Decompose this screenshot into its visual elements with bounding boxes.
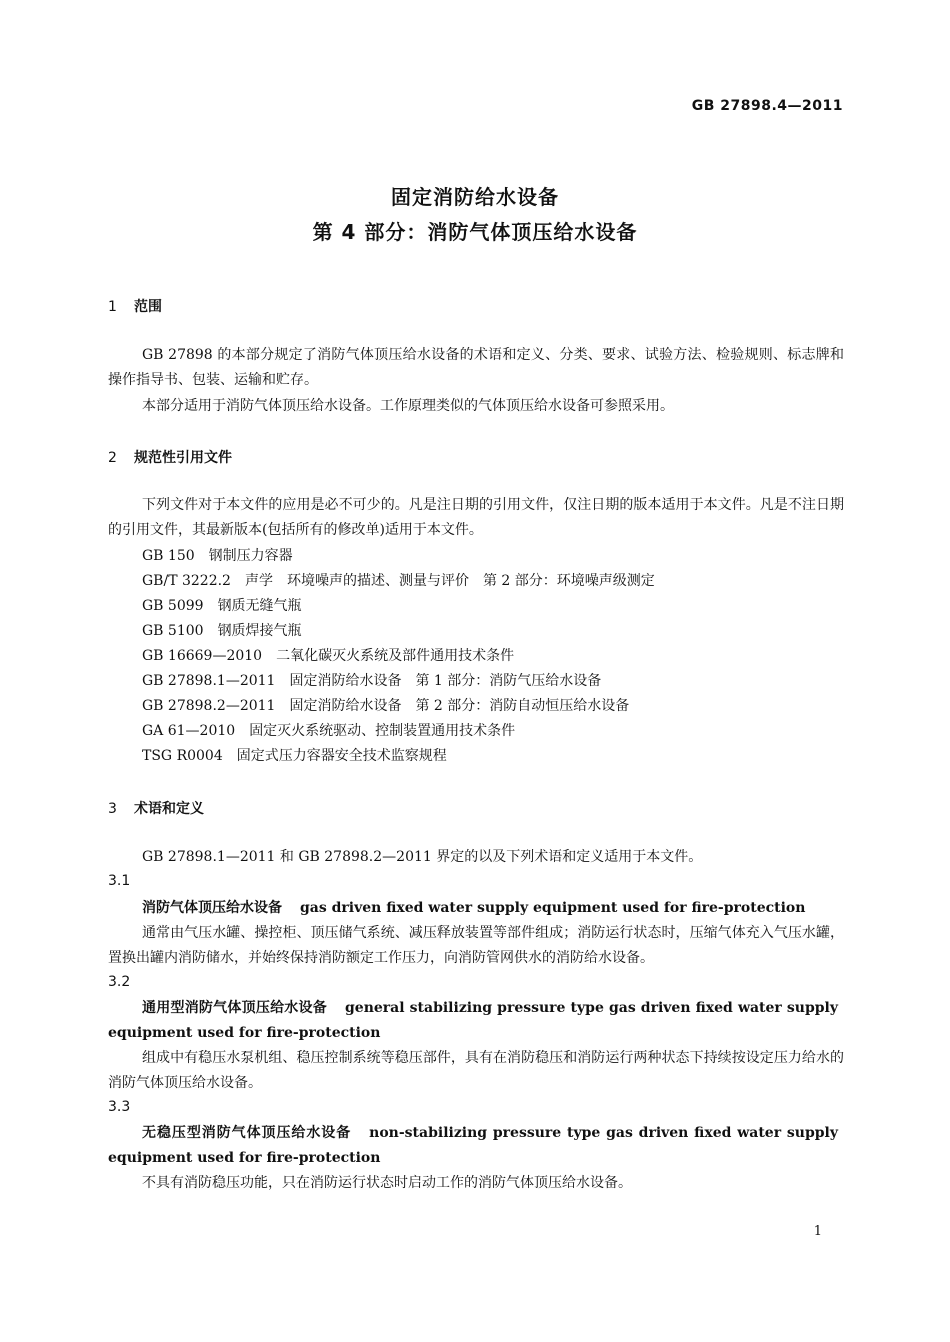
page-number: 1	[813, 1224, 822, 1239]
paragraph: 本部分适用于消防气体顶压给水设备。工作原理类似的气体顶压给水设备可参照采用。	[142, 398, 674, 414]
term-english: general stabilizing pressure type gas driven fixed water supply equipment used for fire-protection	[108, 1000, 839, 1041]
term-definition: 组成中有稳压水泵机组、稳压控制系统等稳压部件，具有在消防稳压和消防运行两种状态下持续按设定压力给水的消防气体顶压给水设备。	[108, 1050, 844, 1091]
reference-code: GA 61—2010	[142, 723, 236, 739]
reference-item	[142, 745, 447, 765]
reference-code: GB 16669—2010	[142, 648, 263, 664]
section-heading-terms-definitions	[108, 798, 204, 818]
reference-item	[142, 570, 655, 590]
term-number: 3.3	[108, 1099, 131, 1115]
term-heading	[108, 896, 838, 921]
reference-code: TSG R0004	[142, 748, 223, 764]
reference-item	[142, 670, 601, 690]
reference-code: GB/T 3222.2	[142, 573, 231, 589]
paragraph: GB 27898 的本部分规定了消防气体顶压给水设备的术语和定义、分类、要求、试验方法、检验规则、标志牌和操作指导书、包装、运输和贮存。	[108, 347, 844, 388]
paragraph: 下列文件对于本文件的应用是必不可少的。凡是注日期的引用文件，仅注日期的版本适用于本文件。凡是不注日期的引用文件，其最新版本(包括所有的修改单)适用于本文件。	[108, 497, 844, 538]
reference-title: 钢质焊接气瓶	[217, 623, 302, 639]
paragraph: GB 27898.1—2011 和 GB 27898.2—2011 界定的以及下列术语和定义适用于本文件。	[142, 849, 703, 865]
reference-code: GB 27898.2—2011	[142, 698, 276, 714]
term-chinese: 消防气体顶压给水设备	[142, 900, 282, 916]
section-number: 2	[108, 450, 117, 466]
reference-code: GB 5100	[142, 623, 204, 639]
reference-item	[142, 620, 302, 640]
section-heading-normative-references	[108, 447, 232, 467]
reference-code: GB 27898.1—2011	[142, 673, 276, 689]
term-definition: 不具有消防稳压功能，只在消防运行状态时启动工作的消防气体顶压给水设备。	[142, 1175, 632, 1191]
term-chinese: 通用型消防气体顶压给水设备	[142, 1000, 327, 1016]
reference-code: GB 150	[142, 548, 195, 564]
reference-title: 钢质无缝气瓶	[217, 598, 302, 614]
reference-item	[142, 545, 293, 565]
standard-code: GB 27898.4—2011	[691, 98, 843, 114]
reference-title: 二氧化碳灭火系统及部件通用技术条件	[276, 648, 515, 664]
term-definition: 通常由气压水罐、操控柜、顶压储气系统、减压释放装置等部件组成；消防运行状态时，压缩气体充入气压水罐，置换出罐内消防储水，并始终保持消防额定工作压力，向消防管网供水的消防给水设备。	[108, 925, 844, 966]
reference-title: 固定消防给水设备 第 1 部分：消防气压给水设备	[289, 673, 602, 689]
reference-title: 声学 环境噪声的描述、测量与评价 第 2 部分：环境噪声级测定	[244, 573, 655, 589]
section-number: 1	[108, 299, 117, 315]
term-heading	[108, 1121, 838, 1171]
section-title: 规范性引用文件	[134, 450, 232, 466]
section-title: 术语和定义	[134, 801, 204, 817]
term-number: 3.2	[108, 974, 131, 990]
reference-title: 固定消防给水设备 第 2 部分：消防自动恒压给水设备	[289, 698, 630, 714]
reference-item	[142, 720, 515, 740]
reference-title: 固定灭火系统驱动、控制装置通用技术条件	[249, 723, 516, 739]
reference-code: GB 5099	[142, 598, 204, 614]
document-title-line2: 第 4 部分：消防气体顶压给水设备	[312, 220, 638, 244]
reference-item	[142, 595, 302, 615]
reference-item	[142, 645, 514, 665]
section-title: 范围	[134, 299, 162, 315]
term-english: gas driven fixed water supply equipment used for fire-protection	[300, 900, 806, 916]
term-number: 3.1	[108, 873, 131, 889]
section-heading-scope	[108, 296, 162, 316]
reference-title: 钢制压力容器	[208, 548, 293, 564]
reference-item	[142, 695, 629, 715]
term-heading	[108, 996, 838, 1046]
section-number: 3	[108, 801, 117, 817]
term-english: non-stabilizing pressure type gas driven fixed water supply equipment used for fire-protection	[108, 1125, 838, 1166]
reference-title: 固定式压力容器安全技术监察规程	[236, 748, 447, 764]
term-chinese: 无稳压型消防气体顶压给水设备	[142, 1125, 352, 1141]
document-title-line1: 固定消防给水设备	[391, 185, 559, 209]
